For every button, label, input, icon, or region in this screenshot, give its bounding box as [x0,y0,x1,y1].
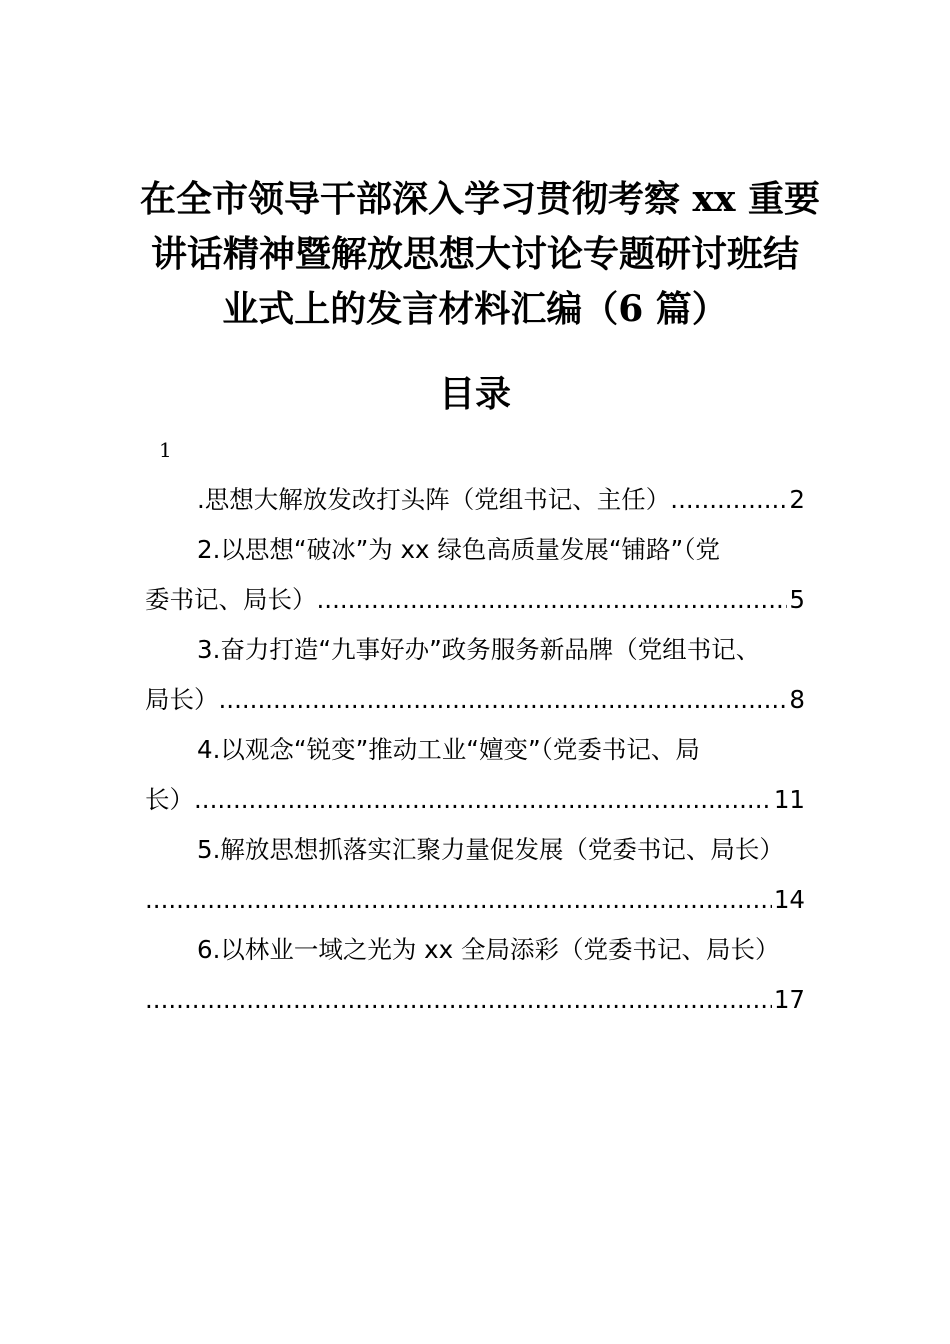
toc-entry-page: 11 [773,785,805,814]
table-of-contents [145,475,805,1025]
document-title-line-2: 讲话精神暨解放思想大讨论专题研讨班结 [150,233,799,275]
toc-entry-2[interactable] [145,525,805,625]
toc-entry-continuation [145,675,805,725]
toc-leader-dots [670,475,787,525]
toc-entry-title: .思想大解放发改打头阵（党组书记、主任） [197,485,671,514]
toc-entry-title: 4.以观念“锐变”推动工业“嬗变”（党委书记、局 [197,735,700,764]
toc-leader-dots [194,775,772,825]
toc-entry-title: 5.解放思想抓落实汇聚力量促发展（党委书记、局长） [197,835,784,864]
toc-leader-dots [145,875,772,925]
toc-entry-page: 17 [773,985,805,1014]
toc-entry-title-continued: 委书记、局长） [145,585,317,614]
toc-entry-page: 5 [789,585,805,614]
toc-leader-dots [317,575,788,625]
toc-entry-continuation [145,875,805,925]
toc-entry-title: 3.奋力打造“九事好办”政务服务新品牌（党组书记、 [197,635,761,664]
toc-entry-title-continued: 长） [145,785,194,814]
toc-entry-page: 14 [773,885,805,914]
document-title-line-1: 在全市领导干部深入学习贯彻考察 xx 重要 [140,178,820,220]
toc-entry-page: 8 [789,685,805,714]
toc-leader-dots [219,675,788,725]
toc-entry-6[interactable] [145,925,805,1025]
toc-entry-1[interactable] [145,475,805,525]
toc-entry-continuation [145,775,805,825]
toc-leader-dots [145,975,772,1025]
document-title [140,172,820,337]
toc-entry-title: 6.以林业一域之光为 xx 全局添彩（党委书记、局长） [197,935,780,964]
toc-entry-5[interactable] [145,825,805,925]
toc-entry-3[interactable] [145,625,805,725]
toc-entry-title-continued: 局长） [145,685,219,714]
toc-heading: 目录 [438,373,511,415]
toc-entry-continuation [145,575,805,625]
toc-entry-page: 2 [789,485,805,514]
toc-entry-continuation [145,975,805,1025]
page-marker: 1 [159,438,172,462]
toc-entry-4[interactable] [145,725,805,825]
toc-entry-title: 2.以思想“破冰”为 xx 绿色高质量发展“铺路”（党 [197,535,720,564]
document-title-line-3: 业式上的发言材料汇编（6 篇） [222,288,728,330]
